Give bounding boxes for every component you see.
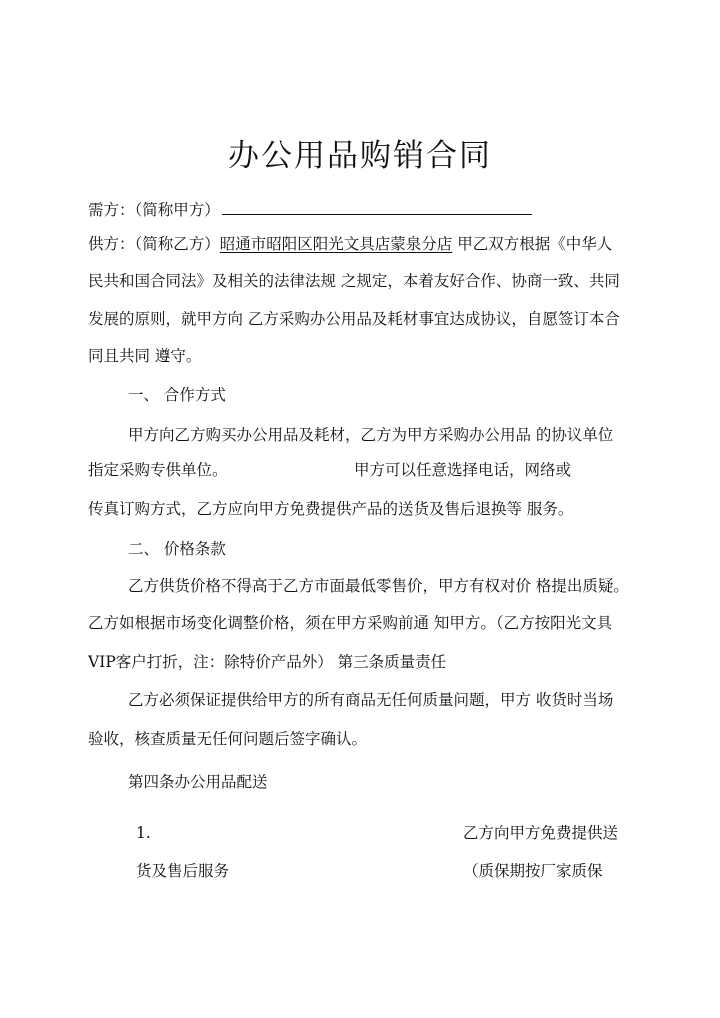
section1-line1: 甲方向乙方购买办公用品及耗材，乙方为甲方采购办公用品 的协议单位	[128, 426, 614, 444]
section1-line2a: 指定采购专供单位。	[88, 461, 228, 479]
section2-line1: 乙方供货价格不得高于乙方市面最低零售价，甲方有权对价 格提出质疑。	[128, 577, 629, 595]
paragraph1-line1-tail: 甲乙双方根据《中华人	[457, 235, 613, 253]
section2-heading: 二、 价格条款	[128, 540, 226, 558]
section2-line3: VIP客户打折，注：除特价产品外） 第三条质量责任	[88, 653, 447, 671]
section4-item1-line2a: 货及售后服务	[136, 862, 230, 880]
paragraph1-line3: 发展的原则，就甲方向 乙方采购办公用品及耗材事宜达成协议，自愿签订本合	[88, 310, 620, 328]
section2-line2: 乙方如根据市场变化调整价格，须在甲方采购前通 知甲方。（乙方按阳光文具	[88, 614, 613, 632]
buyer-blank-field	[222, 200, 532, 215]
section4-heading: 第四条办公用品配送	[128, 773, 268, 791]
section1-heading: 一、 合作方式	[128, 386, 226, 404]
section4-item1-number: 1.	[136, 824, 151, 842]
supplier-label: 供方：（简称乙方）	[88, 235, 220, 253]
section4-item1-line2b: （质保期按厂家质保	[463, 862, 603, 880]
supplier-name: 昭通市昭阳区阳光文具店蒙泉分店	[219, 235, 453, 253]
buyer-label: 需方：（简称甲方）	[88, 201, 220, 219]
buyer-line	[88, 199, 532, 221]
document-title: 办公用品购销合同	[228, 138, 492, 174]
supplier-line	[88, 233, 612, 255]
section1-line3: 传真订购方式，乙方应向甲方免费提供产品的送货及售后退换等 服务。	[88, 500, 574, 518]
section4-item1-right: 乙方向甲方免费提供送	[463, 824, 619, 842]
paragraph1-line4: 同且共同 遵守。	[88, 347, 202, 365]
section3-line1: 乙方必须保证提供给甲方的所有商品无任何质量问题，甲方 收货时当场	[128, 691, 614, 709]
section1-line2b: 甲方可以任意选择电话，网络或	[354, 461, 572, 479]
paragraph1-line2: 民共和国合同法》及相关的法律法规 之规定，本着友好合作、协商一致、共同	[88, 272, 620, 290]
section3-line2: 验收，核查质量无任何问题后签字确认。	[88, 730, 368, 748]
